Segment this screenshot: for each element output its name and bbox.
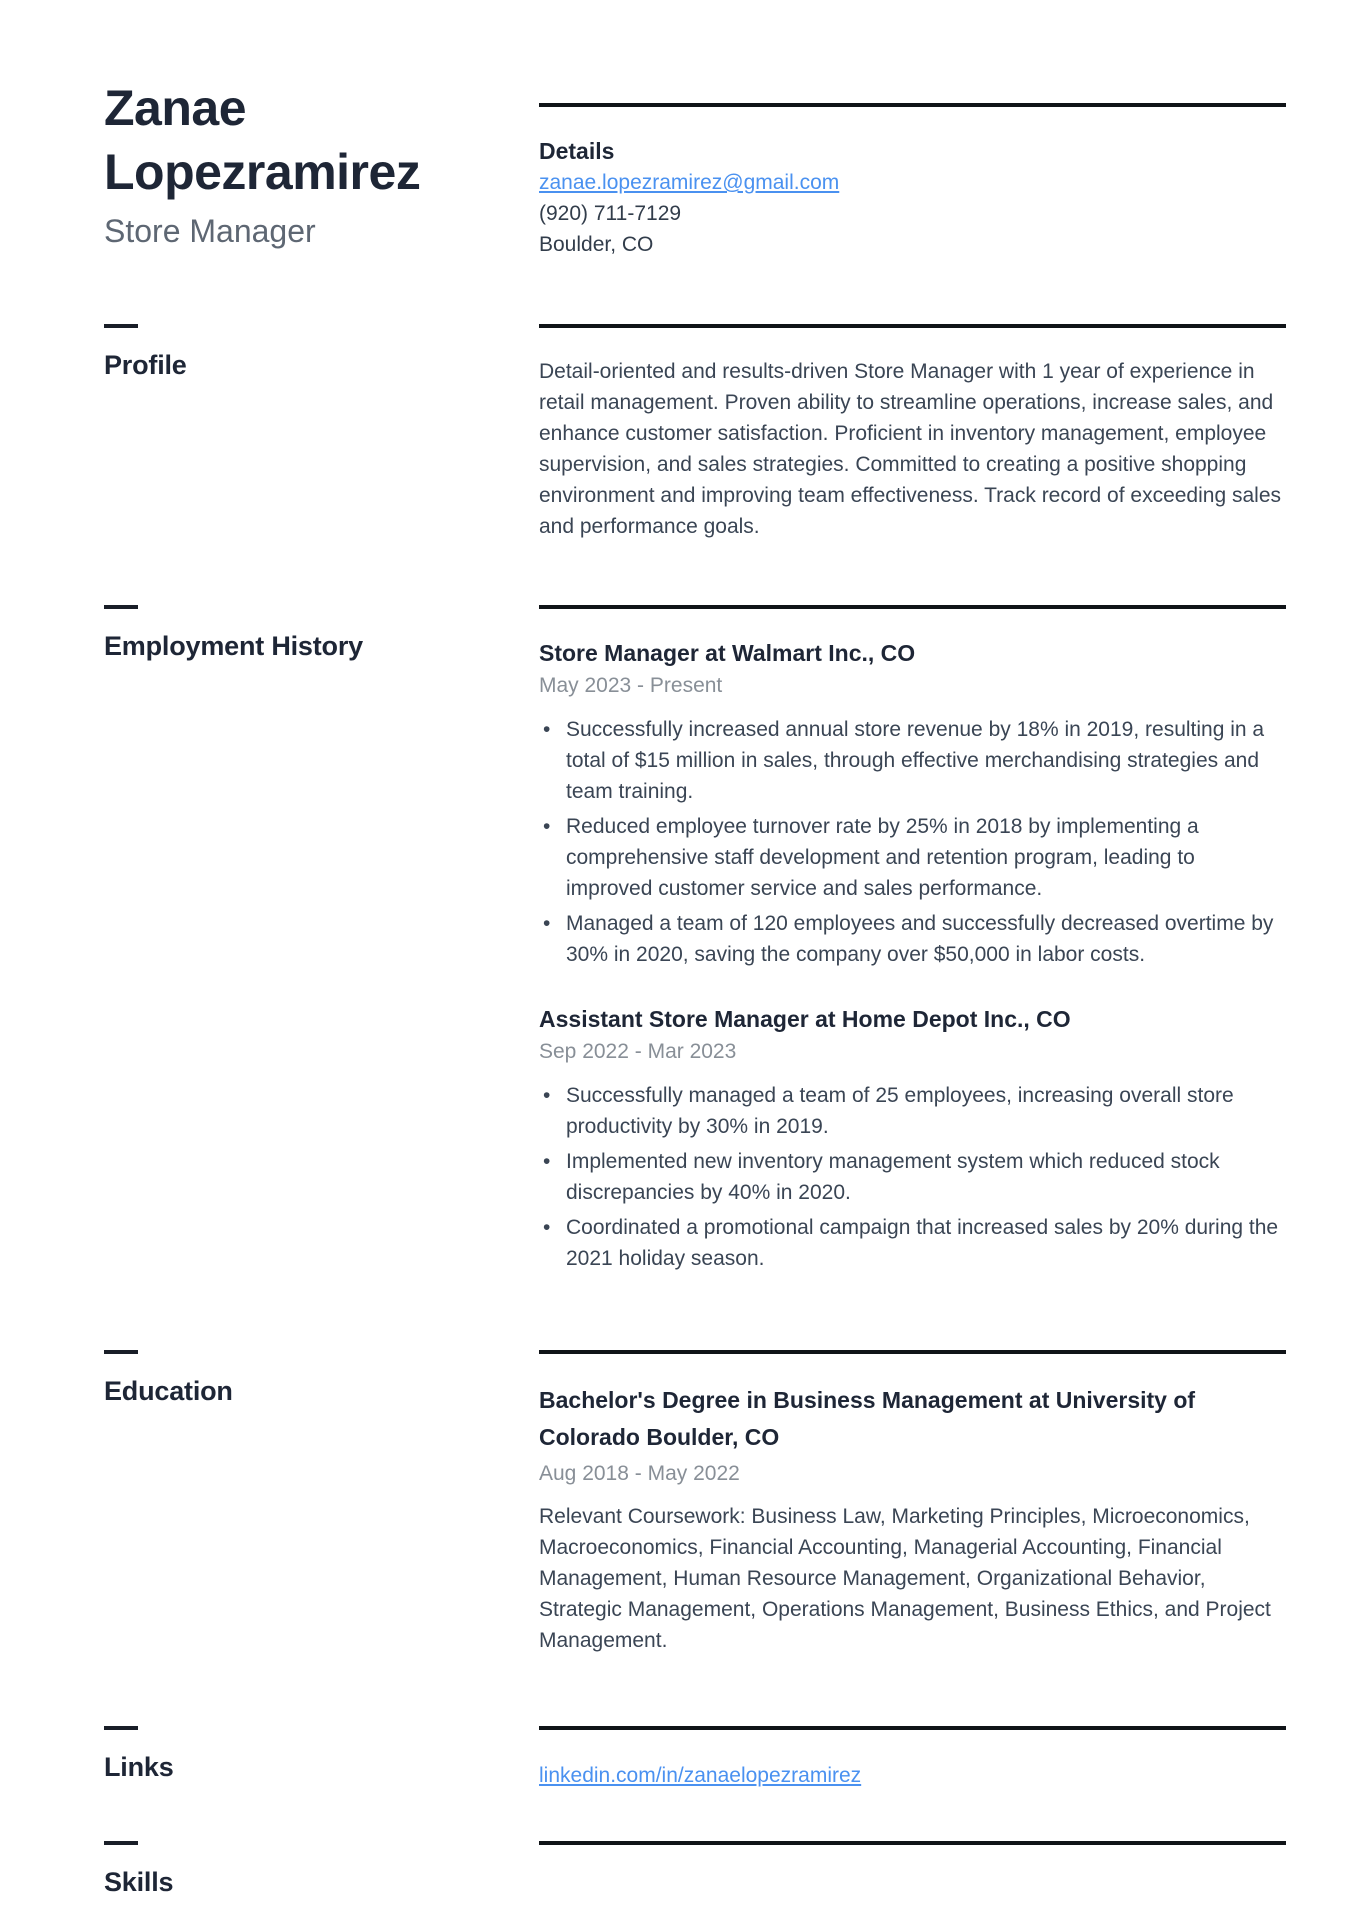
job-entry <box>539 637 1286 970</box>
skills-label: Skills <box>104 1867 174 1897</box>
link-line <box>539 1760 1286 1791</box>
job-dates: May 2023 - Present <box>539 674 723 697</box>
links-label: Links <box>104 1752 174 1782</box>
bullet-item: • Successfully increased annual store revenue by 18% in 2019, resulting in a total of $15 million in sales, through effective merchandising strategies and team training. <box>539 714 1286 807</box>
job-bullet-list <box>539 1080 1286 1274</box>
details-block <box>539 76 1286 260</box>
header-section <box>104 0 1286 260</box>
skills-section <box>104 1841 1286 1898</box>
phone-line: (920) 711-7129 <box>539 202 682 225</box>
email-link[interactable]: zanae.lopezramirez@gmail.com <box>539 171 840 194</box>
details-heading: Details <box>539 138 615 164</box>
linkedin-link[interactable]: linkedin.com/in/zanaelopezramirez <box>539 1764 862 1787</box>
section-dash <box>104 1350 138 1354</box>
links-section <box>104 1726 1286 1791</box>
job-entry <box>539 1003 1286 1274</box>
bullet-item: • Successfully managed a team of 25 employees, increasing overall store productivity by 30% in 2019. <box>539 1080 1286 1142</box>
bullet-item: • Reduced employee turnover rate by 25% in 2018 by implementing a comprehensive staff development and retention program, leading to improved customer service and sales performance. <box>539 811 1286 904</box>
bullet-item: • Managed a team of 120 employees and successfully decreased overtime by 30% in 2020, saving the company over $50,000 in labor costs. <box>539 908 1286 970</box>
job-dates: Sep 2022 - Mar 2023 <box>539 1040 737 1063</box>
job-title: Store Manager at Walmart Inc., CO <box>539 640 916 666</box>
section-dash <box>104 1726 138 1730</box>
identity-block <box>104 76 539 252</box>
employment-section <box>104 605 1286 1278</box>
education-label: Education <box>104 1376 233 1406</box>
profile-label: Profile <box>104 350 187 380</box>
bullet-item: • Implemented new inventory management system which reduced stock discrepancies by 40% in 2020. <box>539 1146 1286 1208</box>
profile-section <box>104 324 1286 542</box>
section-dash <box>104 324 138 328</box>
email-line <box>539 167 1286 198</box>
section-rule <box>539 1841 1286 1845</box>
employment-label: Employment History <box>104 631 363 661</box>
person-name: Zanae Lopezramirez <box>104 80 421 200</box>
section-dash <box>104 605 138 609</box>
job-title: Assistant Store Manager at Home Depot Inc., CO <box>539 1006 1071 1032</box>
profile-text: Detail-oriented and results-driven Store Manager with 1 year of experience in retail management. Proven ability to streamline operations, increase sales, and enhance customer satisfaction. Proficient in inventory management, employee supervision, and sales strategies. Committed to creating a positive shopping environment and improving team effectiveness. Track record of exceeding sales and performance goals. <box>539 360 1281 538</box>
location-line: Boulder, CO <box>539 233 654 256</box>
education-section <box>104 1350 1286 1656</box>
degree-title: Bachelor's Degree in Business Management at University of Colorado Boulder, CO <box>539 1387 1196 1450</box>
section-dash <box>104 1841 138 1845</box>
job-bullet-list <box>539 714 1286 970</box>
bullet-item: • Coordinated a promotional campaign that increased sales by 20% during the 2021 holiday season. <box>539 1212 1286 1274</box>
person-job-title: Store Manager <box>104 213 316 249</box>
education-description: Relevant Coursework: Business Law, Marketing Principles, Microeconomics, Macroeconomics, Financial Accounting, Managerial Accounting, Financial Management, Human Resource Management, Organizational Behavior, Strategic Management, Operations Management, Business Ethics, and Project Management. <box>539 1505 1271 1652</box>
education-dates: Aug 2018 - May 2022 <box>539 1462 740 1485</box>
